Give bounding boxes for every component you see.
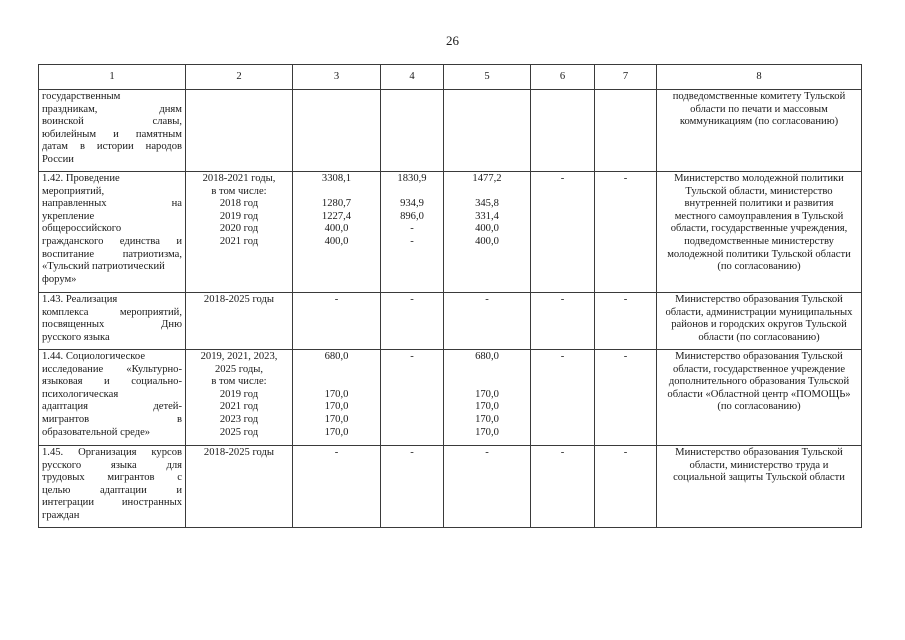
budget-cell: [381, 293, 444, 350]
cell-line: -: [485, 447, 489, 458]
cell-line: воинской славы,: [42, 116, 182, 128]
cell-line: коммуникациям (по согласованию): [679, 116, 839, 128]
cell-line: (по согласованию): [717, 261, 801, 273]
period-cell: [186, 293, 293, 350]
program-table: [38, 64, 862, 528]
dash-cell: [595, 446, 657, 528]
dash-cell: [531, 172, 595, 293]
event-name-cell: [39, 293, 186, 350]
cell-line: местного самоуправления в Тульской: [674, 210, 844, 222]
cell-line: 2021 год: [219, 401, 259, 413]
event-name-cell: [39, 446, 186, 528]
cell-line: социальной защиты Тульской области: [673, 472, 845, 484]
cell-line: 2021 год: [219, 235, 259, 247]
event-name-cell: [39, 90, 186, 172]
cell-line: 1.43. Реализация: [42, 294, 118, 305]
cell-line: подведомственные министерству: [684, 235, 834, 247]
page-number: 26: [446, 33, 459, 48]
cell-line: 345,8: [475, 198, 499, 210]
cell-line: области, государственные учреждения,: [670, 223, 848, 235]
cell-line: (по согласованию): [717, 401, 801, 413]
cell-line: области, министерство труда и: [689, 459, 829, 471]
cell-line: исследование «Культурно-: [42, 363, 182, 375]
other-source-cell: [444, 293, 531, 350]
cell-line: 1830,9: [397, 173, 427, 184]
cell-line: -: [560, 173, 565, 184]
cell-line: праздникам, дням: [42, 103, 182, 115]
dash-cell: [595, 350, 657, 446]
cell-line: России: [42, 153, 74, 165]
cell-line: государственным: [42, 91, 121, 102]
cell-line: дополнительного образования Тульской: [668, 376, 850, 388]
cell-line: [296, 364, 377, 377]
executor-cell: [657, 172, 862, 293]
cell-line: 2018-2025 годы: [203, 447, 275, 458]
cell-line: датам в истории народов: [42, 141, 182, 153]
executor-cell: [657, 293, 862, 350]
cell-line: гражданского единства и: [42, 235, 182, 247]
executor-cell: [657, 350, 862, 446]
cell-line: 2019 год: [219, 210, 259, 222]
cell-line: посвященных Дню: [42, 319, 182, 331]
total-amount-cell: [293, 293, 381, 350]
cell-line: 2020 год: [219, 223, 259, 235]
event-name-cell: [39, 172, 186, 293]
executor-cell: [657, 446, 862, 528]
cell-line: 170,0: [475, 426, 499, 438]
cell-line: [447, 376, 527, 389]
executor-cell: [657, 90, 862, 172]
cell-line: 2025 годы,: [214, 363, 264, 375]
cell-line: -: [410, 235, 414, 247]
dash-cell: [531, 350, 595, 446]
other-source-cell: [444, 172, 531, 293]
cell-line: [447, 364, 527, 377]
column-header: 5: [444, 65, 531, 90]
cell-line: 331,4: [475, 210, 499, 222]
cell-line: русского языка для: [42, 459, 182, 471]
cell-line: 170,0: [475, 401, 499, 413]
cell-line: молодежной политики Тульской области: [667, 248, 851, 260]
column-header: 2: [186, 65, 293, 90]
header-row: [39, 65, 862, 90]
cell-line: -: [410, 294, 414, 305]
table-row: [39, 90, 862, 172]
cell-line: 934,9: [400, 198, 424, 210]
cell-line: адаптация детей-: [42, 401, 182, 413]
column-header: 1: [39, 65, 186, 90]
cell-line: 3308,1: [321, 173, 352, 184]
cell-line: -: [334, 447, 339, 458]
cell-line: трудовых мигрантов с: [42, 472, 182, 484]
cell-line: целью адаптации и: [42, 484, 182, 496]
cell-line: Министерство молодежной политики: [674, 173, 844, 184]
cell-line: Министерство образования Тульской: [675, 351, 843, 362]
cell-line: мероприятий,: [42, 185, 105, 197]
cell-line: подведомственные комитету Тульской: [672, 91, 846, 102]
dash-cell: [531, 90, 595, 172]
cell-line: 2018-2025 годы: [203, 294, 275, 305]
cell-line: 400,0: [324, 223, 349, 235]
total-amount-cell: [293, 446, 381, 528]
table-row: [39, 293, 862, 350]
cell-line: 1477,2: [472, 173, 502, 184]
cell-line: Тульской области, министерство: [685, 185, 833, 197]
cell-line: образовательной среде»: [42, 426, 151, 438]
cell-line: [296, 186, 377, 199]
budget-cell: [381, 350, 444, 446]
column-header: 4: [381, 65, 444, 90]
cell-line: 170,0: [475, 388, 499, 400]
cell-line: 1227,4: [321, 210, 352, 222]
other-source-cell: [444, 350, 531, 446]
cell-line: 1280,7: [321, 198, 352, 210]
column-header: 6: [531, 65, 595, 90]
column-header: 3: [293, 65, 381, 90]
dash-cell: [531, 446, 595, 528]
cell-line: 170,0: [324, 401, 349, 413]
cell-line: 896,0: [400, 210, 424, 222]
cell-line: 400,0: [475, 235, 499, 247]
cell-line: 1.45. Организация курсов: [42, 447, 182, 458]
cell-line: 170,0: [324, 388, 349, 400]
cell-line: 400,0: [475, 223, 499, 235]
budget-cell: [381, 172, 444, 293]
cell-line: граждан: [42, 509, 80, 521]
cell-line: районов и городских округов Тульской: [671, 319, 847, 331]
cell-line: -: [623, 447, 628, 458]
cell-line: направленных на: [42, 198, 182, 210]
cell-line: области «Областной центр «ПОМОЩЬ»: [667, 388, 851, 400]
cell-line: области по печати и массовым: [690, 103, 828, 115]
cell-line: 680,0: [324, 351, 349, 362]
dash-cell: [595, 172, 657, 293]
period-cell: [186, 90, 293, 172]
dash-cell: [595, 90, 657, 172]
cell-line: -: [410, 223, 414, 235]
cell-line: 170,0: [324, 413, 349, 425]
cell-line: юбилейным и памятным: [42, 128, 182, 140]
cell-line: 400,0: [324, 235, 349, 247]
cell-line: в том числе:: [211, 185, 267, 197]
cell-line: 680,0: [475, 351, 499, 362]
cell-line: Министерство образования Тульской: [675, 447, 843, 458]
cell-line: 2023 год: [219, 413, 259, 425]
table-row: [39, 172, 862, 293]
cell-line: -: [410, 351, 414, 362]
cell-line: 170,0: [324, 426, 349, 438]
other-source-cell: [444, 90, 531, 172]
cell-line: -: [623, 351, 628, 362]
column-header: 8: [657, 65, 862, 90]
cell-line: -: [334, 294, 339, 305]
cell-line: области (по согласованию): [698, 331, 820, 343]
cell-line: русского языка: [42, 331, 110, 343]
cell-line: 2019, 2021, 2023,: [200, 351, 278, 362]
cell-line: 2019 год: [219, 388, 259, 400]
cell-line: в том числе:: [211, 376, 267, 388]
budget-cell: [381, 446, 444, 528]
cell-line: 1.42. Проведение: [42, 173, 120, 184]
cell-line: 1.44. Социологическое: [42, 351, 146, 362]
total-amount-cell: [293, 172, 381, 293]
cell-line: воспитание патриотизма,: [42, 248, 182, 260]
cell-line: комплекса мероприятий,: [42, 306, 182, 318]
cell-line: внутренней политики и развития: [684, 198, 834, 210]
cell-line: -: [485, 294, 489, 305]
column-header: 7: [595, 65, 657, 90]
period-cell: [186, 446, 293, 528]
cell-line: интеграции иностранных: [42, 497, 182, 509]
cell-line: -: [560, 294, 565, 305]
cell-line: [296, 376, 377, 389]
cell-line: психологическая: [42, 388, 119, 400]
total-amount-cell: [293, 350, 381, 446]
table-row: [39, 446, 862, 528]
other-source-cell: [444, 446, 531, 528]
dash-cell: [531, 293, 595, 350]
cell-line: -: [623, 173, 628, 184]
period-cell: [186, 350, 293, 446]
cell-line: -: [560, 351, 565, 362]
cell-line: мигрантов в: [42, 413, 182, 425]
cell-line: [384, 186, 440, 199]
cell-line: укрепление: [42, 210, 95, 222]
cell-line: Министерство образования Тульской: [675, 294, 843, 305]
cell-line: -: [560, 447, 565, 458]
budget-cell: [381, 90, 444, 172]
cell-line: «Тульский патриотический: [42, 261, 165, 273]
cell-line: 170,0: [475, 413, 499, 425]
cell-line: области, администрации муниципальных: [665, 306, 853, 318]
table-row: [39, 350, 862, 446]
cell-line: области, государственное учреждение: [672, 363, 846, 375]
cell-line: языковая и социально-: [42, 376, 182, 388]
total-amount-cell: [293, 90, 381, 172]
cell-line: -: [410, 447, 414, 458]
cell-line: 2018-2021 годы,: [202, 173, 276, 184]
cell-line: форум»: [42, 273, 77, 285]
cell-line: [447, 186, 527, 199]
cell-line: 2018 год: [219, 198, 259, 210]
cell-line: 2025 год: [219, 426, 259, 438]
cell-line: общероссийского: [42, 223, 122, 235]
cell-line: -: [623, 294, 628, 305]
period-cell: [186, 172, 293, 293]
event-name-cell: [39, 350, 186, 446]
dash-cell: [595, 293, 657, 350]
